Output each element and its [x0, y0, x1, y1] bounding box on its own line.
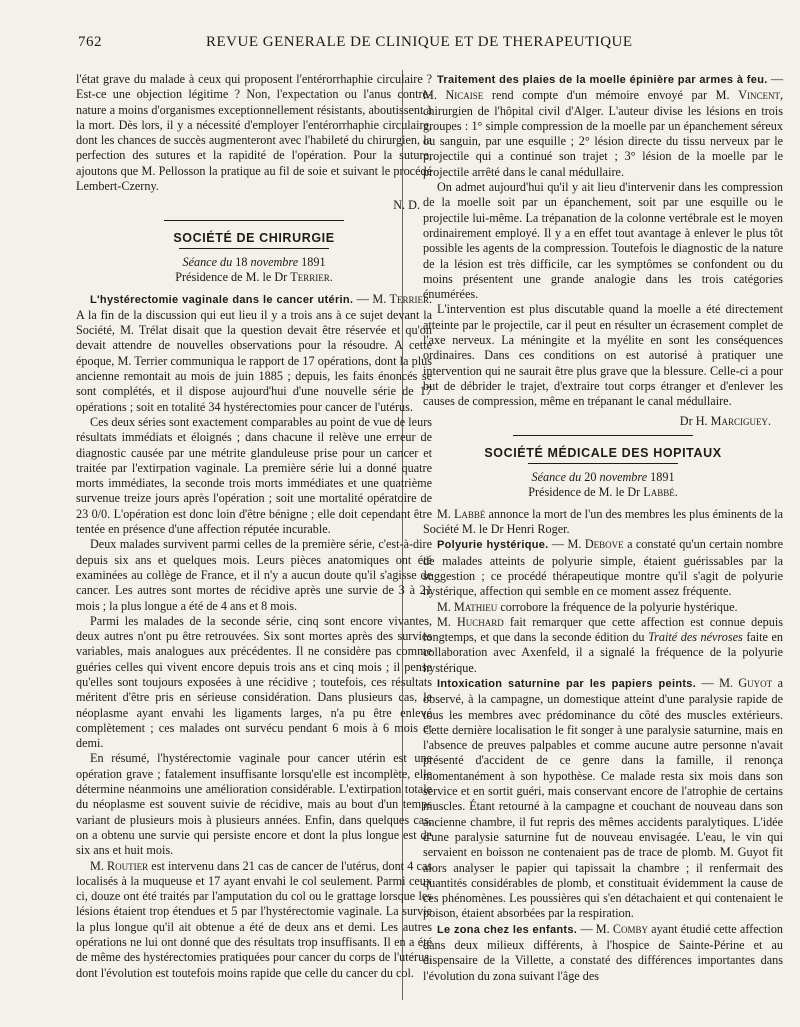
paragraph: Intoxication saturnine par les papiers peints. — M. Guyot a observé, à la campagne, un domestique atteint d'une paralysie rapide de tous les membres avec prédominance du côté des muscles extérieurs. Cette dernière localisation le fit songer à une paralysie saturnine, mais en l'absence de preuves palpables et comme aucune autre personne n'avait présenté d'accident de ce genre dans la famille, il renonça momentanément à son hypothèse. Ce malade resta six mois dans son service et en sortit guéri, mais conservant encore de l'atrophie de certains muscles. Étant retourné à la campagne et couchant de nouveau dans son ancienne chambre, il fut repris des mêmes accidents paralytiques. L'idée d'une paralysie saturnine fut de nouveau envisagée. L'eau, le vin qui servaient en boisson ne contenaient pas de trace de plomb. M. Guyot fit alors analyser le papier qui tapissait la chambre ; il renfermait des quantités considérables de plomb, et constituait évidemment la cause de ces phénomènes. Les poussières qui s'en détachaient et qui contenaient le poison, étaient absorbées par la respiration. [423, 675, 784, 921]
session-president: Présidence de M. le Dr Terrier. [175, 270, 333, 285]
section-underline [528, 463, 678, 464]
section-rule [164, 220, 344, 221]
page-number: 762 [78, 34, 102, 50]
paragraph: M. Routier est intervenu dans 21 cas de cancer de l'utérus, dont 4 cas localisés à la muqueuse et 17 ayant envahi le col seulement. Parmi ceux ci, douze ont été traités par l'amputation du col ou le grattage lorsque les lésions étaient trop étendues et 5 par l'hystérectomie vaginale. La survie la plus longue qu'il ait obtenue a été de deux ans et demi. Les autres opérations ne lui ont donné que des résultats trop insuffisants. Il en a été de même des hystérectomies pratiquées pour cancer du corps de l'utérus, dont l'évolution est toutefois moins rapide que celle du cancer du col. [76, 858, 433, 980]
right-column [423, 72, 783, 984]
paragraph: L'intervention est plus discutable quand la moelle a été directement atteinte par le projectile, car il peut en résulter un écrasement complet de l'axe nerveux. La méningite et la myélite en sont les conséquences ordinaires. Dans ces conditions on est autorisé à pratiquer une intervention qui ne saurait être plus grave que la blessure. Celle-ci a pour but de débrider le trajet, d'extraire tout corps étranger et d'enlever les causes de compression, même en trépanant le canal médullaire. [423, 302, 783, 409]
paragraph: Ces deux séries sont exactement comparables au point de vue de leurs résultats immédiats et éloignés ; dans chacune il relève une erreur de diagnostic causée par une métrite glanduleuse prise pour un cancer et traitée par l'extirpation vaginale. La première série lui a donné quatre morts immédiates, la seconde trois morts immédiates et une quatrième survenue treize jours après l'opération ; soit une mortalité opératoire de 23 0/0. L'opération est donc loin d'être bénigne ; elle doit cependant être tentée en présence d'une affection réputée incurable. [76, 414, 432, 537]
session-president: Présidence de M. le Dr Labbé. [528, 485, 678, 500]
paragraph: Traitement des plaies de la moelle épinière par armes à feu. — M. Nicaise rend compte d'un mémoire envoyé par M. Vincent, chirurgien de l'hôpital civil d'Alger. L'auteur divise les lésions en trois groupes : 1° simple compression de la moelle par un épanchement séreux ou sanguin, par une esquille ; 2° lésion directe du tissu nerveux par le projectile qui a continué son trajet ; 3° lésion de la moelle par le projectile arrêté dans le canal médullaire. [423, 72, 784, 179]
author-signature: N. D. [393, 198, 420, 213]
section-underline [179, 248, 329, 249]
session-date: Séance du 18 novembre 1891 [182, 254, 326, 269]
paragraph: En résumé, l'hystérectomie vaginale pour cancer utérin est une opération grave ; fatalement insuffisante lorsqu'elle est incomplète, elle détermine néanmoins une amélioration considérable. L'extirpation totale du néoplasme est souvent suivie de récidive, mais au bout d'un temps variant de plusieurs mois à plusieurs années. Enfin, dans quelques cas, on a obtenu une survie qui persiste encore et dont la plus longue est de six ans et huit mois. [76, 751, 432, 858]
paragraph: Deux malades survivent parmi celles de la première série, c'est-à-dire depuis six ans et quelques mois. Leurs pièces anatomiques ont été examinées au collège de France, et il n'y a aucun doute qu'il s'agisse de cancer. Les autres sont mortes de récidive après une survie de 3 à 21 mois ; la plus longue a été de 4 ans et 8 mois. [76, 537, 432, 613]
paragraph: M. Huchard fait remarquer que cette affection est connue depuis longtemps, et que dans la seconde édition du Traité des névroses faite en collaboration avec Axenfeld, il a signalé la fréquence de la polyurie hystérique. [423, 614, 784, 675]
paragraph: Le zona chez les enfants. — M. Comby ayant étudié cette affection dans deux milieux différents, à l'hospice de Sainte-Périne et au dispensaire de la Villette, a constaté des différences importantes dans l'évolution du zona suivant l'âge des [423, 921, 784, 983]
journal-title: REVUE GENERALE DE CLINIQUE ET DE THERAPEUTIQUE [206, 34, 633, 50]
paragraph: Polyurie hystérique. — M. Debove a constaté qu'un certain nombre de malades atteints de polyurie simple, étaient guérissables par la suggestion ; ce procédé thérapeutique montre qu'il s'agit de polyurie hystérique, affection qui semble en ce moment assez fréquente. [423, 537, 784, 599]
section-title: SOCIÉTÉ MÉDICALE DES HOPITAUX [484, 445, 722, 460]
paragraph: l'état grave du malade à ceux qui proposent l'entérorrhaphie circulaire ? Est-ce une objection légitime ? Non, l'expectation ou l'anus contre-nature a moins d'organismes exceptionnellement résistants, aboutissent à la mort. Dès lors, il y a nécessité d'employer l'entérorrhaphie circulaire, dont les chances de succès augmenteront avec l'habileté du chirurgien, la perfection des sutures et la rapidité de l'opération. Pour la suture, ajoutons que M. Pellosson la pratique au fil de soie et suivant le procédé Lembert-Czerny. [76, 72, 432, 194]
section-rule [513, 435, 693, 436]
subsection-heading: Intoxication saturnine par les papiers peints. [437, 677, 697, 690]
author-signature: Dr H. Marciguey. [679, 413, 771, 428]
session-date: Séance du 20 novembre 1891 [531, 470, 675, 485]
paragraph: L'hystérectomie vaginale dans le cancer utérin. — M. Terrier. A la fin de la discussion qui eut lieu il y a trois ans à ce sujet devant la Société, M. Trélat disait que la question devait être réservée et qu'on devait attendre de nouvelles observations pour la résoudre. A cette époque, M. Terrier communiqua le rapport de 17 opérations, dont la plus ancienne remontait au mois de juin 1885 ; depuis, les faits énoncés se sont complétés, et il dispose aujourd'hui d'une nouvelle série de 17 opérations ; soit en totalité 34 hystérectomies pour cancer de l'utérus. [76, 291, 432, 414]
left-column [76, 72, 432, 981]
running-header [78, 34, 778, 56]
paragraph: M. Labbé annonce la mort de l'un des membres les plus éminents de la Société M. le Dr Henri Roger. [423, 506, 784, 537]
subsection-heading: L'hystérectomie vaginale dans le cancer utérin. [90, 293, 354, 306]
subsection-heading: Polyurie hystérique. [437, 539, 549, 552]
subsection-heading: Traitement des plaies de la moelle épinière par armes à feu. [437, 74, 768, 86]
subsection-heading: Le zona chez les enfants. [437, 923, 578, 936]
paragraph: Parmi les malades de la seconde série, cinq sont encore vivantes, deux autres n'ont pu être retrouvées. Six sont mortes après des survies variables, mais analogues aux précédentes. Il ne considère pas comme guéries celles qui vivent encore depuis trois ans et cinq mois ; il pense qu'elles sont toujours exposées à une récidive ; toutefois, ces résultats méritent d'être pris en sérieuse considération. Dans plusieurs cas, le néoplasme ayant envahi les ligaments larges, n'a pu être enlevé complètement ; ces malades ont survécu pendant 6 mois à 6 mois et demi. [76, 613, 432, 751]
paragraph: On admet aujourd'hui qu'il y ait lieu d'intervenir dans les compression de la moelle soit par un épanchement, soit par une esquille ou le projectile lui-même. La trépanation de la colonne vertébrale est le moyen ordinairement employé. Il y a en effet tout avantage à enlever le plus tôt possible les agents de la compression. Toutefois le diagnostic de la nature de la lésion est très difficile, car les symptômes se confondent ou du moins présentent une grande analogie dans les trois catégories énumérées. [423, 180, 783, 302]
section-title: SOCIÉTÉ DE CHIRURGIE [173, 230, 335, 245]
paragraph: M. Mathieu corrobore la fréquence de la polyurie hystérique. [437, 599, 738, 614]
